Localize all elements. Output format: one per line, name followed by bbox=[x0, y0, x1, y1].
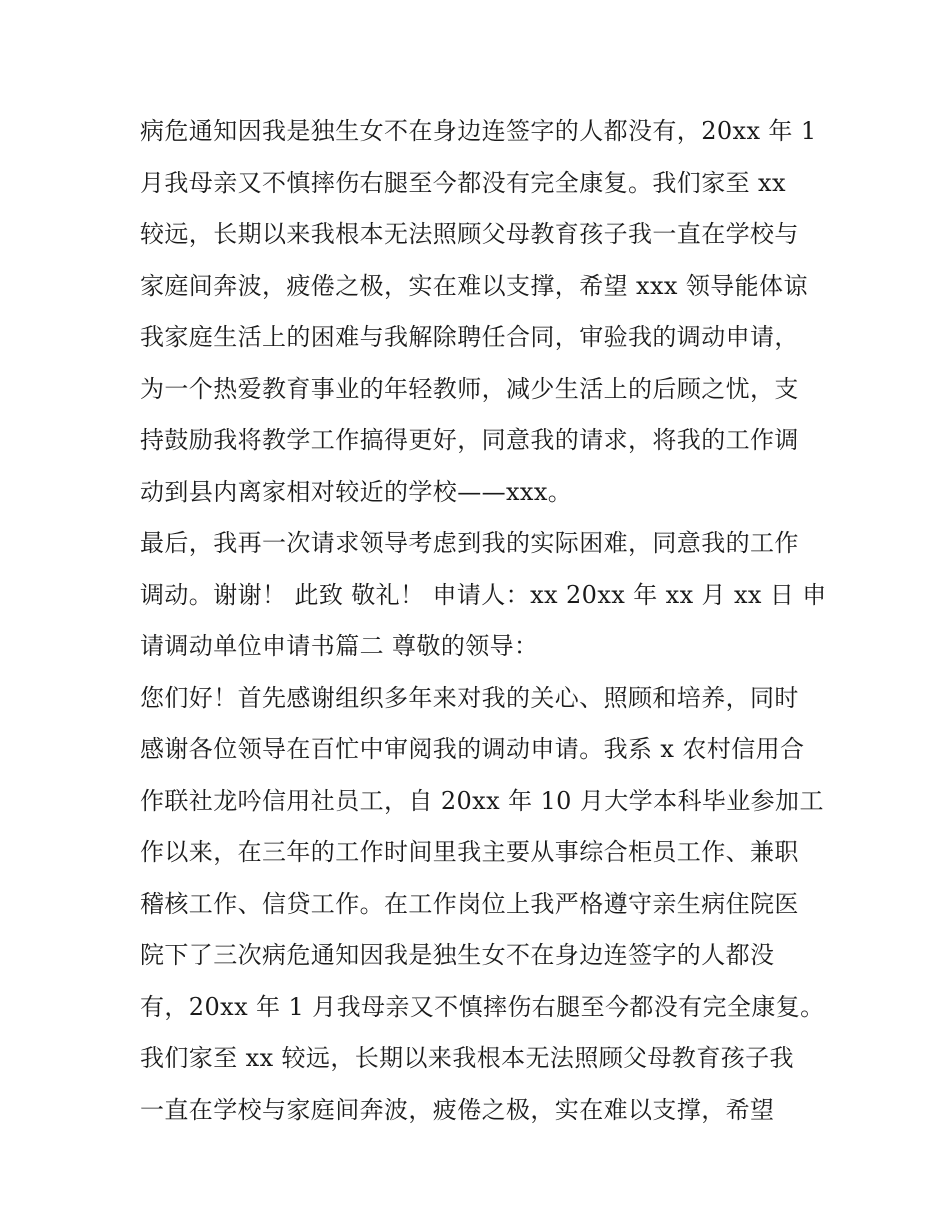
text-line: 作联社龙吟信用社员工，自 20xx 年 10 月大学本科毕业参加工 bbox=[140, 786, 824, 815]
text-line: 动到县内离家相对较近的学校——xxx。 bbox=[140, 477, 573, 506]
body-text bbox=[140, 106, 827, 1136]
text-line: 有，20xx 年 1 月我母亲又不慎摔伤右腿至今都没有完全康复。 bbox=[140, 992, 825, 1021]
text-line: 家庭间奔波，疲倦之极，实在难以支撑，希望 xxx 领导能体谅 bbox=[140, 271, 808, 300]
text-line: 调动。谢谢！ 此致 敬礼！ 申请人：xx 20xx 年 xx 月 xx 日 申 bbox=[140, 580, 827, 609]
text-line: 稽核工作、信贷工作。在工作岗位上我严格遵守亲生病住院医 bbox=[140, 889, 799, 918]
text-line: 作以来，在三年的工作时间里我主要从事综合柜员工作、兼职 bbox=[140, 838, 799, 866]
text-line: 较远，长期以来我根本无法照顾父母教育孩子我一直在学校与 bbox=[140, 220, 799, 248]
text-line: 一直在学校与家庭间奔波，疲倦之极，实在难以支撑，希望 bbox=[140, 1095, 775, 1124]
text-line: 为一个热爱教育事业的年轻教师，减少生活上的后顾之忧，支 bbox=[140, 374, 799, 403]
text-line: 最后，我再一次请求领导考虑到我的实际困难，同意我的工作 bbox=[140, 529, 799, 557]
text-line: 请调动单位申请书篇二 尊敬的领导： bbox=[140, 632, 539, 660]
text-line: 我家庭生活上的困难与我解除聘任合同，审验我的调动申请， bbox=[140, 323, 799, 351]
text-line: 月我母亲又不慎摔伤右腿至今都没有完全康复。我们家至 xx bbox=[140, 168, 786, 197]
text-line: 我们家至 xx 较远，长期以来我根本无法照顾父母教育孩子我 bbox=[140, 1044, 794, 1072]
text-line: 病危通知因我是独生女不在身边连签字的人都没有，20xx 年 1 bbox=[140, 117, 817, 145]
text-line: 感谢各位领导在百忙中审阅我的调动申请。我系 x 农村信用合 bbox=[140, 735, 805, 763]
text-line: 持鼓励我将教学工作搞得更好，同意我的请求，将我的工作调 bbox=[140, 426, 799, 454]
text-line: 院下了三次病危通知因我是独生女不在身边连签字的人都没 bbox=[140, 941, 775, 969]
text-line: 您们好！首先感谢组织多年来对我的关心、照顾和培养，同时 bbox=[140, 683, 799, 712]
